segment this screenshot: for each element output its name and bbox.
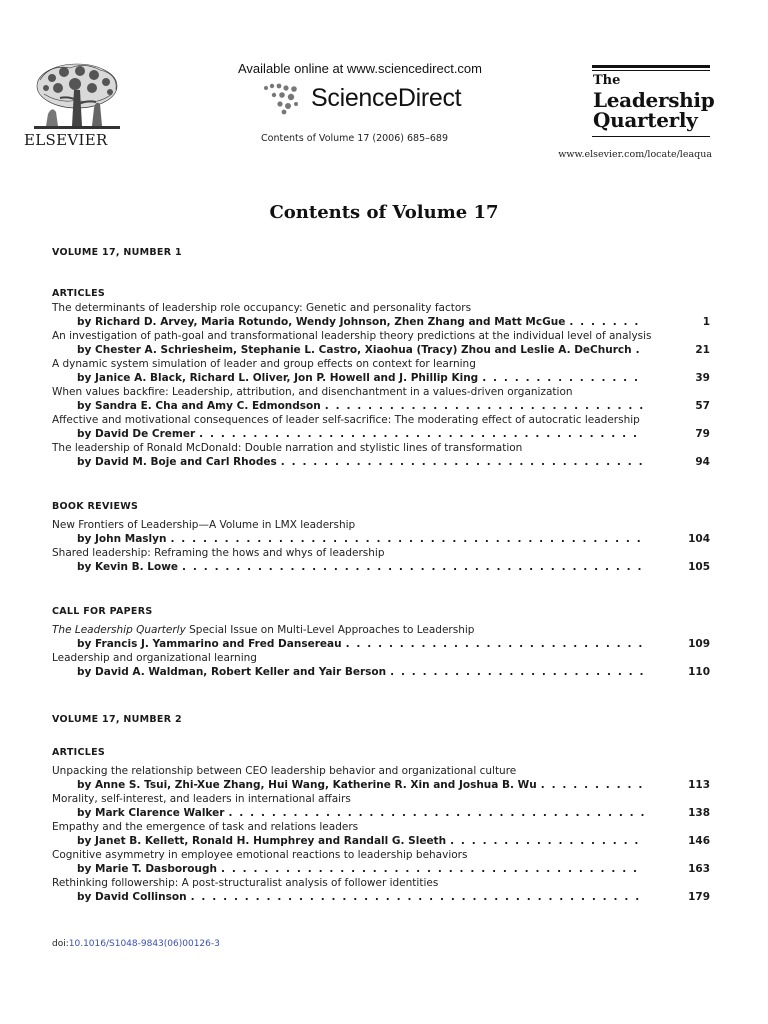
entry-authors: by David Collinson: [77, 891, 187, 903]
toc-entry: [52, 301, 710, 329]
entry-title: Cognitive asymmetry in employee emotional reactions to leadership behaviors: [52, 849, 468, 861]
entry-title: New Frontiers of Leadership—A Volume in LMX leadership: [52, 519, 356, 531]
toc-entry: [52, 518, 710, 546]
entry-title: Affective and motivational consequences of leader self-sacrifice: The moderating effect of autocratic leadership: [52, 414, 640, 426]
entry-title: [52, 623, 710, 637]
toc-entry: [52, 764, 710, 792]
entry-authors: by David De Cremer: [77, 428, 196, 440]
entry-title: Morality, self-interest, and leaders in international affairs: [52, 793, 351, 805]
entry-authors-line: [52, 343, 710, 357]
sciencedirect-wordmark: ScienceDirect: [311, 84, 462, 112]
dot-leader: [191, 890, 644, 904]
entry-authors: by Marie T. Dasborough: [77, 863, 217, 875]
entry-authors-line: [52, 890, 710, 904]
dot-leader: [482, 371, 644, 385]
entry-authors: by Janice A. Black, Richard L. Oliver, Jon P. Howell and J. Phillip King: [77, 372, 479, 384]
entry-page-number: 110: [688, 666, 710, 678]
entry-title: Shared leadership: Reframing the hows and whys of leadership: [52, 547, 385, 559]
dot-leader: [281, 455, 644, 469]
entry-page-number: 163: [688, 863, 710, 875]
entry-authors-line: [52, 560, 710, 574]
toc-entry: [52, 329, 710, 357]
entry-title: Leadership and organizational learning: [52, 652, 257, 664]
entry-title: Unpacking the relationship between CEO leadership behavior and organizational culture: [52, 765, 517, 777]
entry-title: Empathy and the emergence of task and relations leaders: [52, 821, 359, 833]
dot-leader: [325, 399, 644, 413]
entry-page-number: 21: [695, 344, 710, 356]
entry-authors: by Janet B. Kellett, Ronald H. Humphrey and Randall G. Sleeth: [77, 835, 447, 847]
table-of-contents: [52, 246, 710, 904]
entry-authors: by Mark Clarence Walker: [77, 807, 225, 819]
masthead-rule: [592, 136, 710, 137]
entry-page-number: 113: [688, 779, 710, 791]
toc-entry: [52, 820, 710, 848]
entry-authors: by John Maslyn: [77, 533, 167, 545]
entry-authors: by Anne S. Tsui, Zhi-Xue Zhang, Hui Wang, Katherine R. Xin and Joshua B. Wu: [77, 779, 537, 791]
volume-heading: VOLUME 17, NUMBER 2: [52, 714, 182, 725]
entry-page-number: 138: [688, 807, 710, 819]
entry-title: An investigation of path-goal and transformational leadership theory predictions at the individual level of analysis: [52, 330, 652, 342]
entry-page-number: 1: [702, 316, 710, 328]
entry-page-number: 79: [695, 428, 710, 440]
entry-page-number: 146: [688, 835, 710, 847]
toc-entry: [52, 413, 710, 441]
entry-title-rest: Special Issue on Multi-Level Approaches to Leadership: [185, 624, 475, 636]
toc-entry: [52, 792, 710, 820]
journal-name-line1: Leadership: [593, 88, 715, 112]
entry-title: When values backfire: Leadership, attribution, and disenchantment in a values-driven organization: [52, 386, 573, 398]
entry-title: Rethinking followership: A post-structuralist analysis of follower identities: [52, 877, 439, 889]
toc-entry: [52, 441, 710, 469]
doi-label: doi:: [52, 939, 69, 949]
entry-page-number: 57: [695, 400, 710, 412]
entry-page-number: 94: [695, 456, 710, 468]
entry-page-number: 105: [688, 561, 710, 573]
toc-entry: [52, 357, 710, 385]
entry-authors-line: [52, 665, 710, 679]
toc-entry: [52, 385, 710, 413]
toc-entry: [52, 546, 710, 574]
journal-masthead: [593, 74, 714, 130]
entry-authors-line: [52, 427, 710, 441]
entry-authors-line: [52, 455, 710, 469]
page-title: Contents of Volume 17: [269, 202, 499, 223]
available-online-text: Available online at www.sciencedirect.com: [238, 61, 482, 76]
entry-authors: by Kevin B. Lowe: [77, 561, 179, 573]
entry-authors-line: [52, 637, 710, 651]
entry-title: The determinants of leadership role occupancy: Genetic and personality factors: [52, 302, 472, 314]
entry-authors-line: [52, 532, 710, 546]
contents-range: Contents of Volume 17 (2006) 685–689: [261, 133, 449, 144]
section-heading: ARTICLES: [52, 288, 106, 299]
doi-footer: [52, 939, 220, 949]
publisher-wordmark: ELSEVIER: [24, 131, 108, 149]
dot-leader: [636, 343, 644, 357]
entry-page-number: 109: [688, 638, 710, 650]
dot-leader: [182, 560, 644, 574]
dot-leader: [170, 532, 644, 546]
journal-title-italic: The Leadership Quarterly: [52, 624, 186, 636]
masthead-rule: [592, 65, 710, 68]
entry-page-number: 179: [688, 891, 710, 903]
entry-page-number: 104: [688, 533, 710, 545]
entry-authors: by Sandra E. Cha and Amy C. Edmondson: [77, 400, 321, 412]
toc-entry: [52, 848, 710, 876]
dot-leader: [450, 834, 644, 848]
dot-leader: [221, 862, 644, 876]
entry-authors: by David M. Boje and Carl Rhodes: [77, 456, 277, 468]
volume-heading: VOLUME 17, NUMBER 1: [52, 247, 182, 258]
journal-url: www.elsevier.com/locate/leaqua: [558, 149, 712, 160]
entry-page-number: 39: [695, 372, 710, 384]
entry-authors: by Francis J. Yammarino and Fred Dansereau: [77, 638, 342, 650]
entry-title: The leadership of Ronald McDonald: Double narration and stylistic lines of transformation: [52, 442, 523, 454]
section-heading: ARTICLES: [52, 747, 106, 758]
toc-entry: [52, 623, 710, 651]
dot-leader: [199, 427, 644, 441]
dot-leader: [228, 806, 644, 820]
entry-authors-line: [52, 778, 710, 792]
entry-authors-line: [52, 315, 710, 329]
dot-leader: [390, 665, 644, 679]
entry-authors-line: [52, 834, 710, 848]
section-heading: CALL FOR PAPERS: [52, 606, 153, 617]
entry-authors-line: [52, 371, 710, 385]
entry-authors-line: [52, 399, 710, 413]
masthead-rule: [592, 70, 710, 71]
toc-entry: [52, 651, 710, 679]
entry-authors-line: [52, 806, 710, 820]
elsevier-tree-icon: [30, 60, 124, 132]
entry-title: A dynamic system simulation of leader and group effects on context for learning: [52, 358, 476, 370]
entry-authors: by Chester A. Schriesheim, Stephanie L. Castro, Xiaohua (Tracy) Zhou and Leslie A. DeChurch: [77, 344, 632, 356]
toc-entry: [52, 876, 710, 904]
journal-name-line2: Quarterly: [593, 108, 698, 132]
section-heading: BOOK REVIEWS: [52, 501, 139, 512]
entry-authors: by Richard D. Arvey, Maria Rotundo, Wendy Johnson, Zhen Zhang and Matt McGue: [77, 316, 566, 328]
journal-the: The: [593, 73, 621, 88]
dot-leader: [541, 778, 644, 792]
entry-authors-line: [52, 862, 710, 876]
entry-authors: by David A. Waldman, Robert Keller and Yair Berson: [77, 666, 387, 678]
dot-leader: [346, 637, 644, 651]
dot-leader: [569, 315, 644, 329]
doi-link[interactable]: 10.1016/S1048-9843(06)00126-3: [68, 939, 220, 949]
